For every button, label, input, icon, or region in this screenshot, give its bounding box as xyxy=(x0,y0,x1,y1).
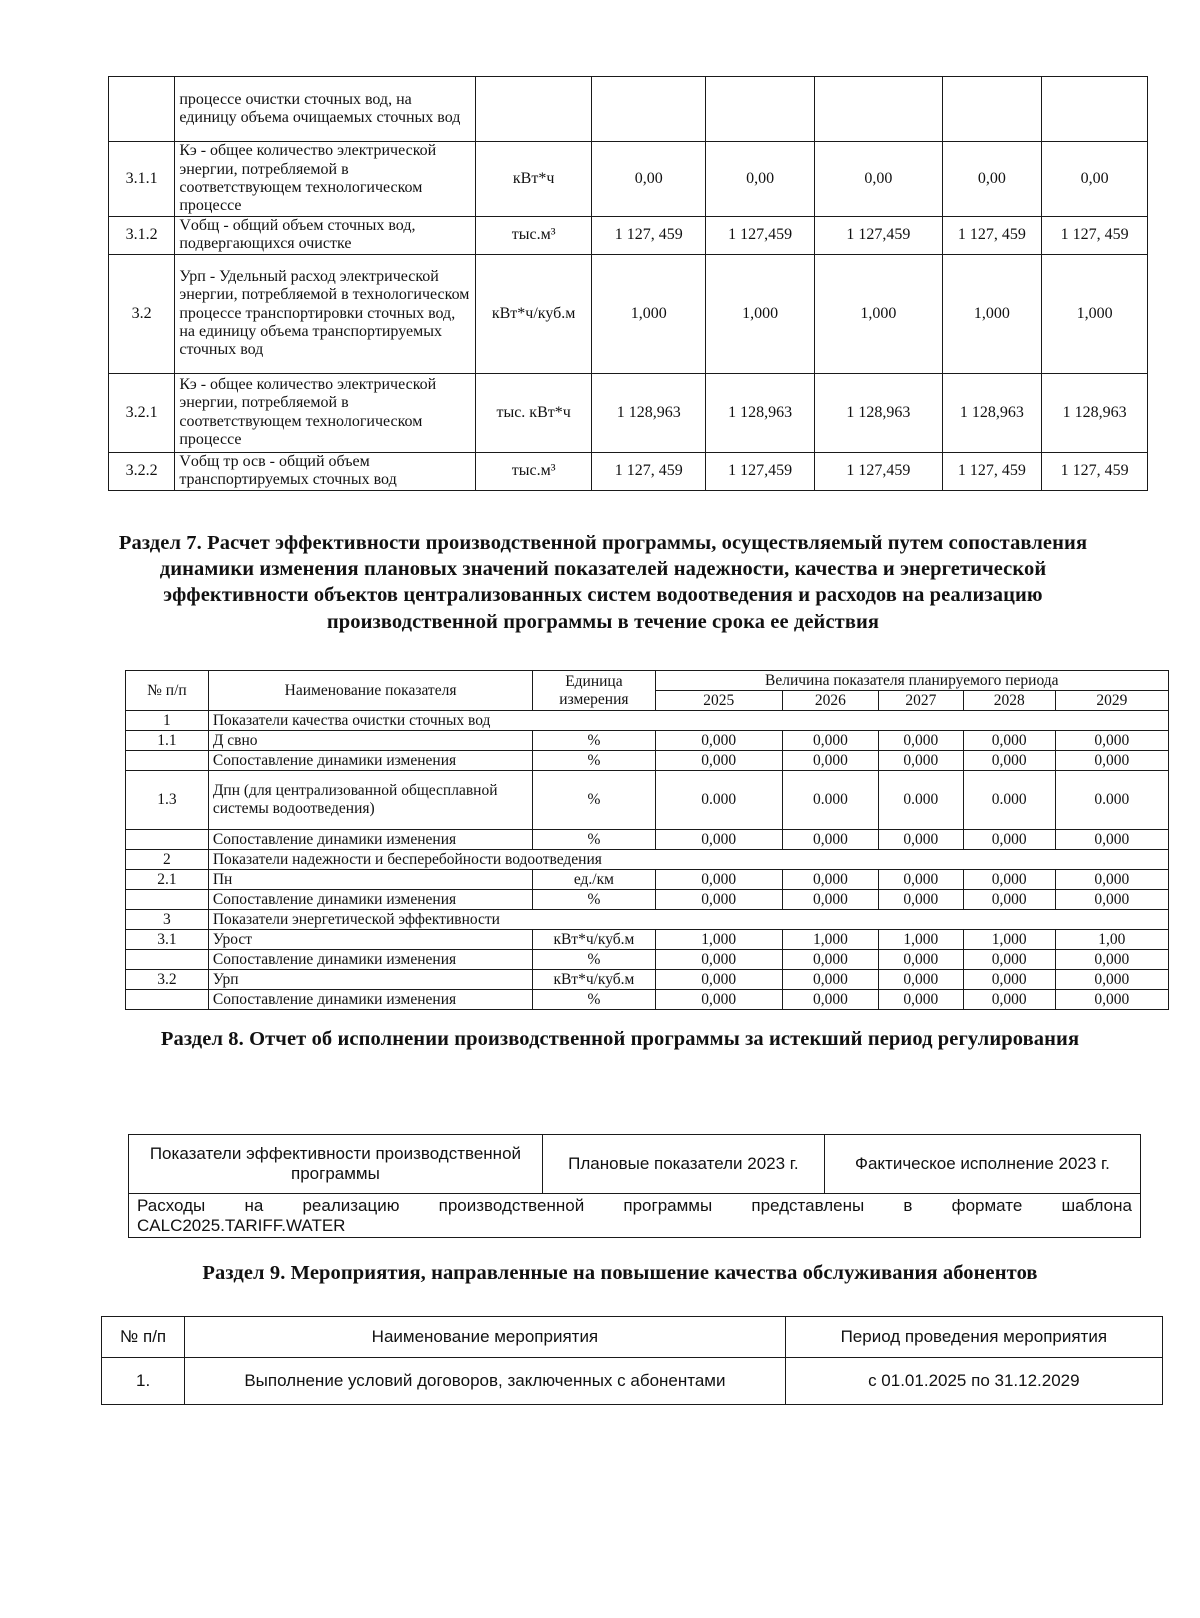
row-number xyxy=(126,890,209,910)
row-value: 1 127, 459 xyxy=(592,452,706,490)
note-word: формате xyxy=(951,1196,1023,1215)
table-row xyxy=(126,970,1169,990)
year-header: 2026 xyxy=(782,691,878,711)
row-value: 0,000 xyxy=(782,950,878,970)
table-row xyxy=(109,254,1148,373)
group-title: Показатели энергетической эффективности xyxy=(208,910,1168,930)
row-unit: тыс.м³ xyxy=(476,217,592,255)
row-value: 1 127, 459 xyxy=(942,452,1042,490)
row-name: Кэ - общее количество электрической энергии, потребляемой в соответствующем технологическом процессе xyxy=(175,142,476,217)
row-value: 0,000 xyxy=(878,751,963,771)
note-word: Расходы xyxy=(137,1196,206,1215)
row-value xyxy=(706,77,815,142)
row-number: 2 xyxy=(126,850,209,870)
row-name: Урп - Удельный расход электрической энергии, потребляемой в технологическом процессе транспортировки сточных вод, на единицу объема транспортируемых сточных вод xyxy=(175,254,476,373)
row-value: 0,00 xyxy=(592,142,706,217)
efficiency-table xyxy=(125,670,1169,1010)
row-number xyxy=(126,830,209,850)
row-value: 0,000 xyxy=(1055,950,1168,970)
row-value: 0.000 xyxy=(963,771,1055,830)
row-unit: % xyxy=(533,771,655,830)
row-value: 0,000 xyxy=(655,990,782,1010)
row-value: 0,00 xyxy=(706,142,815,217)
row-value xyxy=(942,77,1042,142)
row-name: Дпн (для централизованной общесплавной системы водоотведения) xyxy=(208,771,532,830)
row-value: 0,000 xyxy=(1055,890,1168,910)
row-unit: кВт*ч/куб.м xyxy=(533,970,655,990)
row-name: Сопоставление динамики изменения xyxy=(208,890,532,910)
row-name: Урост xyxy=(208,930,532,950)
row-unit: % xyxy=(533,731,655,751)
row-value: 0,000 xyxy=(963,950,1055,970)
row-number: 3.1.2 xyxy=(109,217,175,255)
act-num-header: № п/п xyxy=(102,1317,185,1358)
note-word: представлены xyxy=(751,1196,865,1215)
row-value: 0,000 xyxy=(878,830,963,850)
row-value xyxy=(592,77,706,142)
row-value: 0,000 xyxy=(878,731,963,751)
table-row xyxy=(126,930,1169,950)
row-name: Сопоставление динамики изменения xyxy=(208,990,532,1010)
row-number: 2.1 xyxy=(126,870,209,890)
row-unit: ед./км xyxy=(533,870,655,890)
row-name: процессе очистки сточных вод, на единицу объема очищаемых сточных вод xyxy=(175,77,476,142)
row-value: 0,000 xyxy=(963,870,1055,890)
row-unit: % xyxy=(533,950,655,970)
activity-number: 1. xyxy=(102,1358,185,1405)
row-number xyxy=(126,990,209,1010)
row-value: 0,000 xyxy=(1055,870,1168,890)
row-value: 0,000 xyxy=(1055,731,1168,751)
note-word: программы xyxy=(623,1196,713,1215)
activities-table xyxy=(101,1316,1163,1405)
row-value xyxy=(815,77,943,142)
note-word: производственной xyxy=(438,1196,585,1215)
row-value: 1 127, 459 xyxy=(592,217,706,255)
energy-table xyxy=(108,76,1148,491)
table-row xyxy=(126,830,1169,850)
row-value: 0,000 xyxy=(963,731,1055,751)
row-value: 0,000 xyxy=(655,830,782,850)
row-number: 3 xyxy=(126,910,209,930)
row-value: 0,000 xyxy=(878,950,963,970)
row-value: 1 128,963 xyxy=(592,373,706,452)
table-row xyxy=(102,1358,1163,1405)
report-note: Расходы на реализацию производственной программы представлены в формате шаблона CALC2025.TARIFF.WATER xyxy=(129,1194,1141,1238)
row-number: 1 xyxy=(126,711,209,731)
row-value: 0,000 xyxy=(963,830,1055,850)
row-unit: % xyxy=(533,751,655,771)
row-value: 1 127,459 xyxy=(706,452,815,490)
note-word: в xyxy=(903,1196,913,1215)
row-value: 1 127,459 xyxy=(815,452,943,490)
table-row xyxy=(126,950,1169,970)
table-row xyxy=(109,77,1148,142)
table-row xyxy=(126,990,1169,1010)
row-value: 0,000 xyxy=(782,731,878,751)
row-number: 3.1 xyxy=(126,930,209,950)
row-value: 0,000 xyxy=(782,890,878,910)
table-row xyxy=(126,731,1169,751)
year-header: 2028 xyxy=(963,691,1055,711)
row-unit xyxy=(476,77,592,142)
row-name: Урп xyxy=(208,970,532,990)
row-unit: кВт*ч/куб.м xyxy=(476,254,592,373)
group-row xyxy=(126,910,1169,930)
row-unit: % xyxy=(533,890,655,910)
row-value: 0,000 xyxy=(963,751,1055,771)
row-value: 1 127, 459 xyxy=(1042,452,1148,490)
row-unit: % xyxy=(533,830,655,850)
table-row xyxy=(109,452,1148,490)
row-number: 3.1.1 xyxy=(109,142,175,217)
row-value: 0,000 xyxy=(782,870,878,890)
row-value: 0,000 xyxy=(655,950,782,970)
row-number: 3.2.1 xyxy=(109,373,175,452)
row-value: 0,000 xyxy=(782,990,878,1010)
row-value: 0,000 xyxy=(782,830,878,850)
section8-title: Раздел 8. Отчет об исполнении производственной программы за истекший период регулирования xyxy=(160,1028,1080,1050)
col-period-header: Величина показателя планируемого периода xyxy=(655,671,1168,691)
row-value: 1,00 xyxy=(1055,930,1168,950)
row-value: 0,00 xyxy=(942,142,1042,217)
row-value: 0,00 xyxy=(815,142,943,217)
col-name-header: Наименование показателя xyxy=(208,671,532,711)
row-unit: % xyxy=(533,990,655,1010)
col-num-header: № п/п xyxy=(126,671,209,711)
row-value: 0,000 xyxy=(963,990,1055,1010)
row-number: 1.3 xyxy=(126,771,209,830)
group-title: Показатели надежности и бесперебойности водоотведения xyxy=(208,850,1168,870)
section7-title: Раздел 7. Расчет эффективности производственной программы, осуществляемый путем сопоставления динамики изменения плановых значений показателей надежности, качества и энергетической эффективности объектов централизованных систем водоотведения и расходов на реализацию производственной программы в течение срока ее действия xyxy=(118,532,1088,633)
row-number: 3.2 xyxy=(109,254,175,373)
row-value: 0,000 xyxy=(963,970,1055,990)
planned-header: Плановые показатели 2023 г. xyxy=(542,1135,824,1194)
table-row xyxy=(126,890,1169,910)
row-number xyxy=(126,751,209,771)
col-unit-header: Единица измерения xyxy=(533,671,655,711)
note-word: реализацию xyxy=(302,1196,400,1215)
row-value: 1 127,459 xyxy=(815,217,943,255)
row-name: Сопоставление динамики изменения xyxy=(208,751,532,771)
row-value: 1 128,963 xyxy=(815,373,943,452)
table-row xyxy=(126,751,1169,771)
row-number xyxy=(126,950,209,970)
row-value: 0,000 xyxy=(963,890,1055,910)
group-row xyxy=(126,850,1169,870)
row-value: 1 127,459 xyxy=(706,217,815,255)
row-value: 0,000 xyxy=(1055,970,1168,990)
row-number: 3.2 xyxy=(126,970,209,990)
act-name-header: Наименование мероприятия xyxy=(185,1317,785,1358)
row-value: 1,000 xyxy=(942,254,1042,373)
row-value: 0,000 xyxy=(878,970,963,990)
row-name: Vобщ - общий объем сточных вод, подвергающихся очистке xyxy=(175,217,476,255)
activity-period: с 01.01.2025 по 31.12.2029 xyxy=(785,1358,1162,1405)
row-name: Кэ - общее количество электрической энергии, потребляемой в соответствующем технологическом процессе xyxy=(175,373,476,452)
year-header: 2027 xyxy=(878,691,963,711)
section9-title: Раздел 9. Мероприятия, направленные на повышение качества обслуживания абонентов xyxy=(202,1262,1038,1284)
indicators-header: Показатели эффективности производственной программы xyxy=(129,1135,543,1194)
row-value: 0.000 xyxy=(655,771,782,830)
row-value: 0,000 xyxy=(655,970,782,990)
row-value: 1 128,963 xyxy=(706,373,815,452)
row-name: Д свно xyxy=(208,731,532,751)
actual-header: Фактическое исполнение 2023 г. xyxy=(824,1135,1140,1194)
row-value: 0,000 xyxy=(782,970,878,990)
activity-name: Выполнение условий договоров, заключенных с абонентами xyxy=(185,1358,785,1405)
row-unit: кВт*ч/куб.м xyxy=(533,930,655,950)
row-value: 0,000 xyxy=(878,890,963,910)
row-value: 1,000 xyxy=(782,930,878,950)
row-value: 0,000 xyxy=(1055,751,1168,771)
row-value: 1,000 xyxy=(706,254,815,373)
row-value: 0,000 xyxy=(782,751,878,771)
row-value: 1,000 xyxy=(963,930,1055,950)
table-row xyxy=(109,142,1148,217)
row-value: 1 128,963 xyxy=(1042,373,1148,452)
year-header: 2025 xyxy=(655,691,782,711)
row-value: 0,00 xyxy=(1042,142,1148,217)
row-value: 0.000 xyxy=(1055,771,1168,830)
group-title: Показатели качества очистки сточных вод xyxy=(208,711,1168,731)
row-value: 0,000 xyxy=(655,751,782,771)
row-value: 0,000 xyxy=(878,990,963,1010)
row-value: 0,000 xyxy=(1055,830,1168,850)
table-row xyxy=(126,771,1169,830)
year-header: 2029 xyxy=(1055,691,1168,711)
row-value: 1,000 xyxy=(815,254,943,373)
row-value: 1 128,963 xyxy=(942,373,1042,452)
row-number: 3.2.2 xyxy=(109,452,175,490)
row-value: 0,000 xyxy=(655,870,782,890)
act-period-header: Период проведения мероприятия xyxy=(785,1317,1162,1358)
row-unit: тыс. кВт*ч xyxy=(476,373,592,452)
row-value: 1 127, 459 xyxy=(1042,217,1148,255)
group-row xyxy=(126,711,1169,731)
row-value: 0.000 xyxy=(782,771,878,830)
row-number: 1.1 xyxy=(126,731,209,751)
row-value: 0,000 xyxy=(655,890,782,910)
row-value: 0,000 xyxy=(1055,990,1168,1010)
note-word: на xyxy=(244,1196,264,1215)
row-name: Vобщ тр осв - общий объем транспортируемых сточных вод xyxy=(175,452,476,490)
row-value: 1,000 xyxy=(1042,254,1148,373)
row-value: 1,000 xyxy=(878,930,963,950)
row-value: 0,000 xyxy=(655,731,782,751)
row-number xyxy=(109,77,175,142)
note-word: шаблона xyxy=(1061,1196,1132,1215)
row-value: 1 127, 459 xyxy=(942,217,1042,255)
table-row xyxy=(109,373,1148,452)
row-name: Сопоставление динамики изменения xyxy=(208,830,532,850)
row-value xyxy=(1042,77,1148,142)
row-unit: тыс.м³ xyxy=(476,452,592,490)
row-value: 1,000 xyxy=(655,930,782,950)
row-value: 0,000 xyxy=(878,870,963,890)
table-row xyxy=(109,217,1148,255)
row-value: 1,000 xyxy=(592,254,706,373)
row-value: 0.000 xyxy=(878,771,963,830)
row-name: Сопоставление динамики изменения xyxy=(208,950,532,970)
table-row xyxy=(126,870,1169,890)
report-table xyxy=(128,1134,1141,1238)
row-unit: кВт*ч xyxy=(476,142,592,217)
row-name: Пн xyxy=(208,870,532,890)
